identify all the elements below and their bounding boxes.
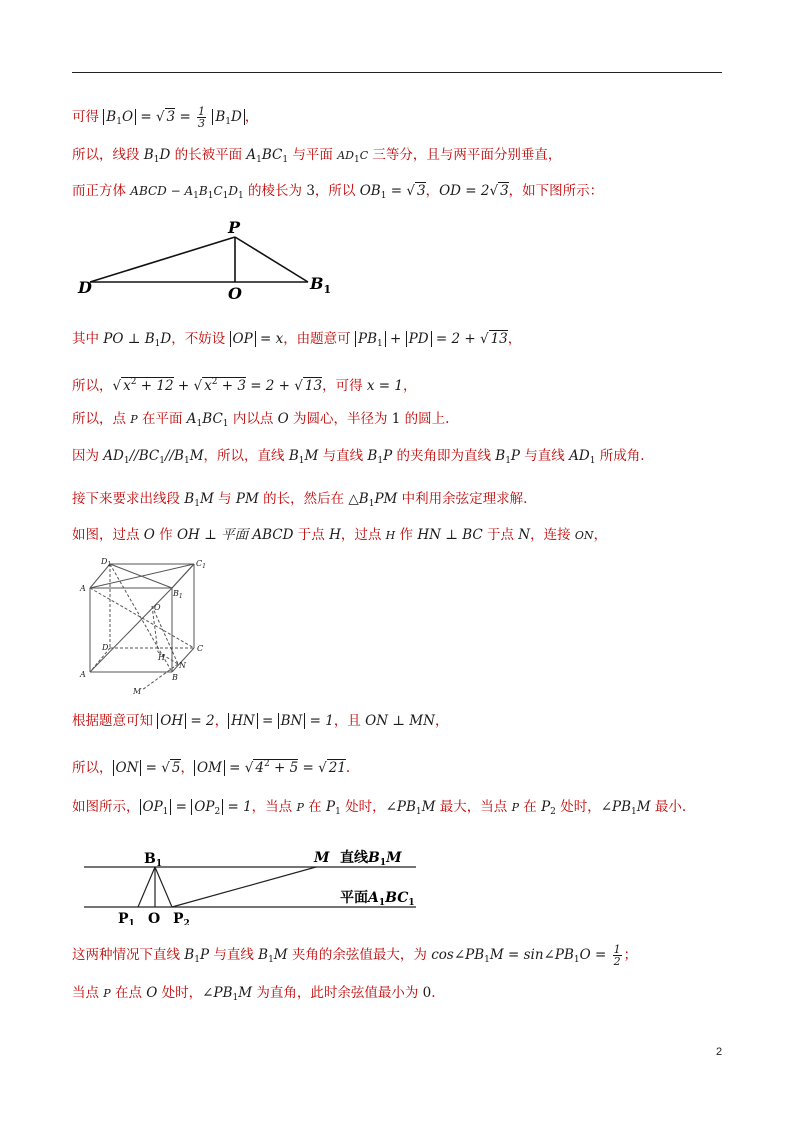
figure-triangle-pdb bbox=[72, 215, 342, 305]
text-line-8: 接下来要求出线段 $B_1M$ 与 PM 的长，然后在 $\triangle B_1PM$ 中利用余弦定理求解. bbox=[72, 491, 528, 509]
text-line-5: 所以，√ $x^2 + 12$ + √ $x^2 + 3 = 2$ + √ 13，可得 x = 1， bbox=[72, 377, 417, 394]
text-line-10: 根据题意可知 OH = 2， HN = BN = 1，且 ON ⊥ MN， bbox=[72, 713, 449, 729]
figure-cube bbox=[72, 556, 222, 696]
math-sub: 1 bbox=[116, 117, 122, 127]
math: 3 bbox=[166, 109, 176, 125]
text-line-11: 所以， ON = √ 5， OM = √ $4^2 + 5$ = √ 21. bbox=[72, 759, 351, 776]
math: B bbox=[106, 109, 117, 125]
text: ， bbox=[244, 109, 259, 125]
segment-b1p1 bbox=[138, 867, 155, 907]
text-line-7: 因为 $AD_1//BC_1//B_1M$，所以，直线 $B_1M$ 与直线 $B_1P$ 的夹角即为直线 $B_1P$ 与直线 $AD_1$ 所成角. bbox=[72, 448, 645, 466]
label-line-b1m: 直线$B_1M$ bbox=[340, 849, 402, 868]
label-b: B bbox=[172, 673, 178, 682]
segment-pd bbox=[90, 237, 235, 282]
label-d: D bbox=[78, 278, 92, 297]
label-a: A bbox=[80, 670, 86, 679]
segment-b1p2 bbox=[155, 867, 172, 907]
label-c1: $C_1$ bbox=[196, 559, 206, 570]
math: = bbox=[179, 109, 191, 125]
text-line-3: 而正方体 ABCD − $A_1B_1C_1D_1$ 的棱长为 3，所以 $OB_1$ = √ 3，OD = 2√ 3，如下图所示： bbox=[72, 183, 604, 201]
text-line-2: 所以，线段 $B_1D$ 的长被平面 $A_1BC_1$ 与平面 $AD_1C$ 三等分，且与两平面分别垂直， bbox=[72, 147, 562, 165]
segment-p2m bbox=[172, 867, 316, 907]
text: 可得 bbox=[72, 109, 99, 125]
math: B bbox=[215, 109, 226, 125]
label-a1: A bbox=[80, 584, 86, 593]
label-o: O bbox=[148, 911, 161, 925]
label-o: O bbox=[228, 284, 242, 303]
label-p1: $P_1$ bbox=[118, 911, 135, 925]
fraction: $\frac{1}{3}$ bbox=[198, 105, 206, 130]
math: O bbox=[121, 109, 134, 125]
label-p: P bbox=[228, 218, 241, 237]
text-line-13: 这两种情况下直线 $B_1P$ 与直线 $B_1M$ 夹角的余弦值最大，为 $\cos\angle PB_1M$ = $\sin\angle PB_1O$ = $\frac{1}{2}$ ； bbox=[72, 943, 638, 968]
label-b1: $B_1$ bbox=[144, 851, 163, 869]
page-number: 2 bbox=[716, 1046, 723, 1058]
label-c: C bbox=[197, 644, 204, 653]
label-n: N bbox=[179, 661, 186, 670]
text-line-1: 可得 $B_1O$ = √ 3 = $\frac{1}{3}$ $B_1D$ ， bbox=[72, 105, 259, 130]
label-plane-a1bc1: 平面$A_1BC_1$ bbox=[340, 889, 415, 908]
text-line-12: 如图所示， $OP_1 = OP_2 = 1$，当点 P 在 $P_1$ 处时，$\angle PB_1M$ 最大，当点 P 在 $P_2$ 处时，$\angle PB_1M$ 最小. bbox=[72, 799, 687, 817]
segment-pb1 bbox=[235, 237, 308, 282]
text-line-4: 其中 PO ⊥ $B_1D$，不妨设 OP = x，由题意可 $PB_1$ + PD = 2 + √ 13， bbox=[72, 331, 522, 349]
label-o: O bbox=[154, 603, 161, 612]
segment-on bbox=[152, 606, 178, 664]
label-b1: $B_1$ bbox=[310, 274, 332, 296]
label-d1: $D_1$ bbox=[101, 557, 112, 568]
text-line-14: 当点 P 在点 O 处时，$\angle PB_1M$ 为直角，此时余弦值最小为 0. bbox=[72, 985, 436, 1003]
header-rule bbox=[72, 72, 722, 73]
label-m: M bbox=[133, 687, 142, 696]
math-sub: 1 bbox=[225, 117, 231, 127]
text-line-9: 如图，过点 O 作 OH ⊥ 平面 ABCD 于点 H，过点 H 作 HN ⊥ BC 于点 N，连接 ON， bbox=[72, 527, 608, 543]
math: D bbox=[231, 109, 242, 125]
text-line-6: 所以，点 P 在平面 $A_1BC_1$ 内以点 O 为圆心，半径为 1 的圆上. bbox=[72, 411, 450, 429]
math: = bbox=[140, 109, 152, 125]
label-m: M bbox=[314, 850, 330, 866]
label-d: D bbox=[102, 643, 109, 652]
label-b1: $B_1$ bbox=[173, 589, 183, 600]
label-h: H bbox=[158, 653, 165, 662]
diag-d1b1 bbox=[110, 564, 172, 588]
figure-line-plane bbox=[72, 843, 432, 925]
diag-extra bbox=[172, 564, 194, 588]
label-p2: $P_2$ bbox=[173, 911, 190, 925]
